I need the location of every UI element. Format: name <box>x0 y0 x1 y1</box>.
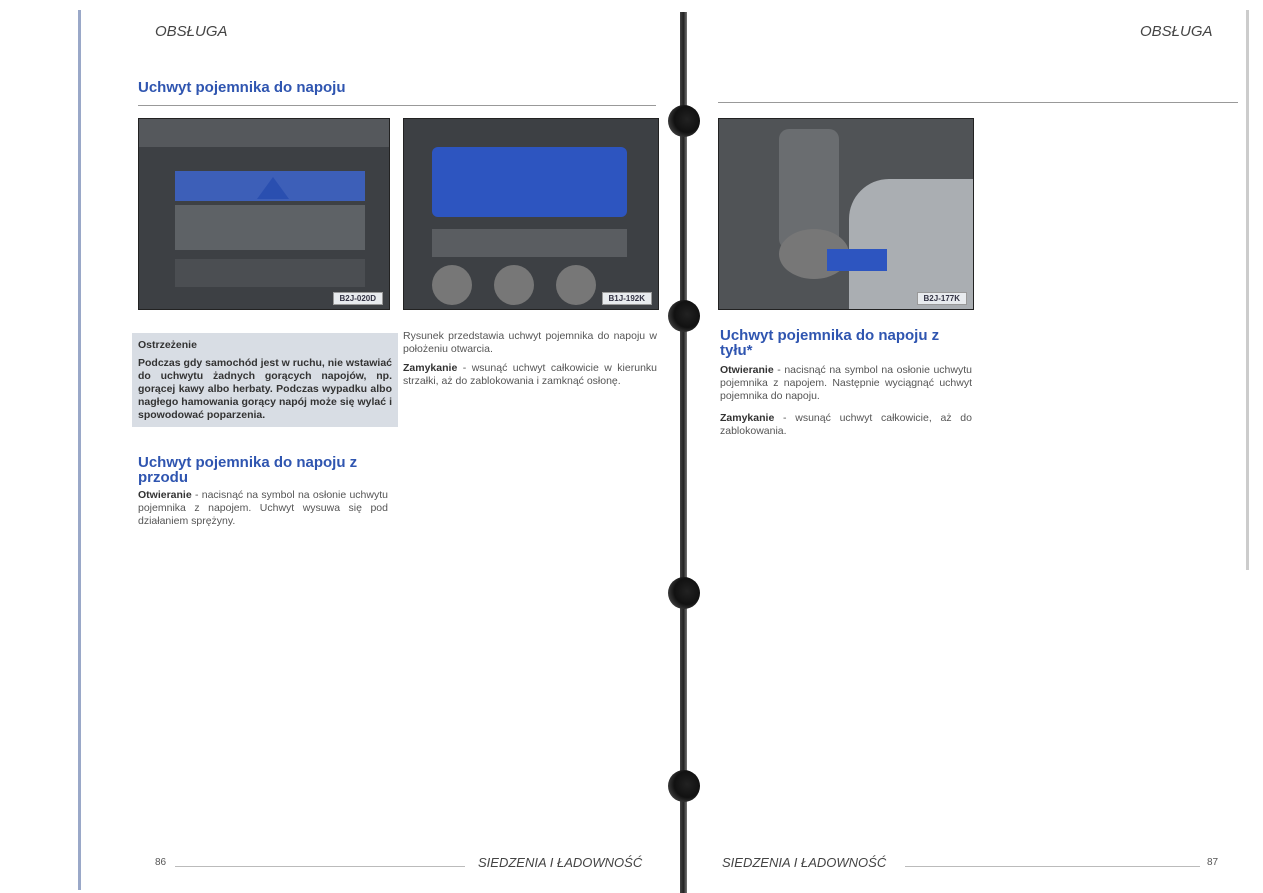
page-number-right: 87 <box>1207 857 1219 868</box>
figure-open-holder <box>403 118 659 310</box>
warning-title: Ostrzeżenie <box>138 339 197 351</box>
warning-text: Podczas gdy samochód jest w ruchu, nie wstawiać do uchwytu żadnych gorących napojów, np. gorącej kawy albo herbaty. Podczas wypadku albo nagłego hamowania gorący napój może się wylać i spowodować poparzenia. <box>138 357 392 421</box>
arrow-icon <box>827 249 887 271</box>
footer-right: SIEDZENIA I ŁADOWNOŚĆ <box>722 855 887 870</box>
figure-rear-holder <box>718 118 974 310</box>
term: Otwieranie <box>138 489 192 501</box>
desc: - nacisnąć na symbol na osłonie uchwytu pojemnika z napojem. Uchwyt wysuwa się pod działaniem sprężyny. <box>138 489 388 527</box>
section-title-rear: Uchwyt pojemnika do napoju z tyłu* <box>720 327 940 359</box>
binding-spine <box>680 12 687 893</box>
figure-label: B2J-020D <box>333 292 383 305</box>
term: Zamykanie <box>720 412 775 424</box>
desc: - wsunąć uchwyt całkowicie, aż do zablokowania. <box>720 412 972 437</box>
arrow-icon <box>257 177 289 199</box>
binder-ring <box>668 770 700 802</box>
page-title: Uchwyt pojemnika do napoju <box>138 79 346 96</box>
footer-left: SIEDZENIA I ŁADOWNOŚĆ <box>478 855 643 870</box>
page-edge <box>1246 10 1249 570</box>
page-header-left: OBSŁUGA <box>155 23 228 40</box>
divider <box>138 105 656 106</box>
binder-ring <box>668 300 700 332</box>
desc: - nacisnąć na symbol na osłonie uchwytu pojemnika z napojem. Następnie wyciągnąć uchwyt pojemnika do napoju. <box>720 364 972 402</box>
rear-closing-text <box>720 412 972 438</box>
warning-box <box>132 333 398 427</box>
binder-ring <box>668 577 700 609</box>
page-edge <box>78 10 81 890</box>
binder-ring <box>668 105 700 137</box>
term: Zamykanie <box>403 362 458 374</box>
desc: - wsunąć uchwyt całkowicie w kierunku strzałki, aż do zablokowania i zamknąć osłonę. <box>403 362 657 387</box>
rear-opening-text <box>720 364 972 403</box>
figure-front-holder <box>138 118 390 310</box>
figure-label: B1J-192K <box>602 292 652 305</box>
page-number-left: 86 <box>155 857 167 868</box>
closing-text <box>403 362 657 388</box>
divider <box>718 102 1238 103</box>
footer-rule <box>905 866 1200 867</box>
page-header-right: OBSŁUGA <box>1140 23 1213 40</box>
holder-open <box>432 147 627 217</box>
front-opening-text <box>138 489 388 528</box>
figure-label: B2J-177K <box>917 292 967 305</box>
figure-caption: Rysunek przedstawia uchwyt pojemnika do napoju w położeniu otwarcia. <box>403 330 657 355</box>
footer-rule <box>175 866 465 867</box>
term: Otwieranie <box>720 364 774 376</box>
section-title-front: Uchwyt pojemnika do napoju z przodu <box>138 454 358 486</box>
